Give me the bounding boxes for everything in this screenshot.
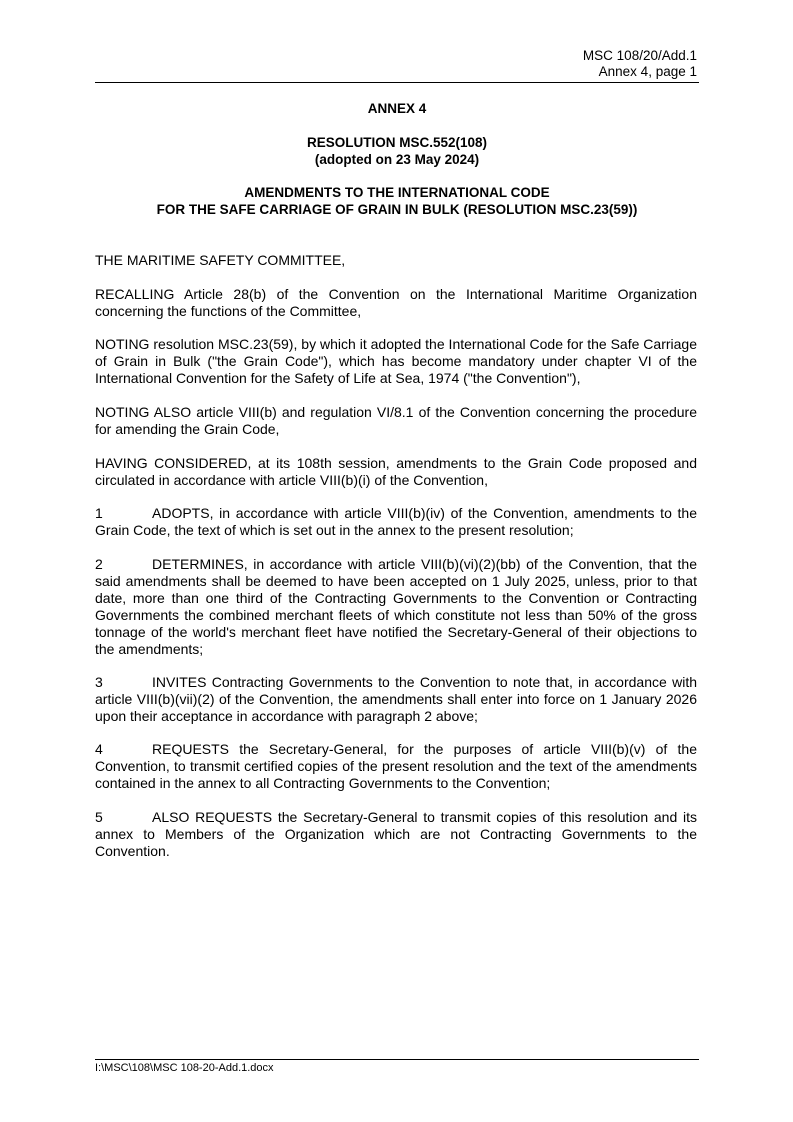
paragraph-text: DETERMINES, in accordance with article VIII(b)(vi)(2)(bb) of the Convention, that the said amendments shall be deemed to have been accepted on 1 July 2025, unless, prior to that date, more than one third of the Contracting Governments to the Convention or Contracting Governments the combined merchant fleets of which constitute not less than 50% of the gross tonnage of the world's merchant fleet have notified the Secretary-General of their objections to the amendments; [95, 556, 697, 657]
adoption-date: (adopted on 23 May 2024) [314, 152, 480, 167]
having-considered-paragraph: HAVING CONSIDERED, at its 108th session, amendments to the Grain Code proposed and circulated in accordance with article VIII(b)(i) of the Convention, [95, 455, 697, 488]
footer-divider [95, 1059, 699, 1060]
paragraph-text: INVITES Contracting Governments to the Convention to note that, in accordance with article VIII(b)(vii)(2) of the Convention, the amendments shall enter into force on 1 January 2026 upon their acceptance in accordance with paragraph 2 above; [95, 674, 697, 724]
noting-paragraph: NOTING resolution MSC.23(59), by which it adopted the International Code for the Safe Carriage of Grain in Bulk ("the Grain Code"), which has become mandatory under chapter VI of the International Convention for the Safety of Life at Sea, 1974 ("the Convention"), [95, 336, 697, 386]
page-header [583, 48, 697, 80]
operative-paragraph-1 [95, 505, 697, 539]
operative-paragraph-3 [95, 674, 697, 725]
paragraph-number: 5 [95, 809, 103, 825]
noting-also-paragraph: NOTING ALSO article VIII(b) and regulation VI/8.1 of the Convention concerning the procedure for amending the Grain Code, [95, 404, 697, 437]
document-reference: MSC 108/20/Add.1 [582, 48, 697, 63]
paragraph-text: REQUESTS the Secretary-General, for the purposes of article VIII(b)(v) of the Convention, to transmit certified copies of the present resolution and the text of the amendments contained in the annex to all Contracting Governments to the Convention; [95, 741, 697, 791]
title-line-2: FOR THE SAFE CARRIAGE OF GRAIN IN BULK (RESOLUTION MSC.23(59)) [156, 202, 638, 217]
recalling-paragraph: RECALLING Article 28(b) of the Convention on the International Maritime Organization concerning the functions of the Committee, [95, 286, 697, 319]
resolution-number: RESOLUTION MSC.552(108) [306, 135, 488, 150]
operative-paragraph-4 [95, 741, 697, 792]
paragraph-text: ADOPTS, in accordance with article VIII(b)(iv) of the Convention, amendments to the Grain Code, the text of which is set out in the annex to the present resolution; [95, 505, 697, 538]
document-title [95, 184, 699, 218]
operative-paragraph-5 [95, 809, 697, 860]
annex-title: ANNEX 4 [367, 101, 427, 116]
operative-paragraph-2 [95, 556, 697, 658]
paragraph-number: 4 [95, 741, 103, 757]
header-divider [95, 82, 699, 83]
footer-file-path: I:\MSC\108\MSC 108-20-Add.1.docx [95, 1062, 274, 1074]
title-line-1: AMENDMENTS TO THE INTERNATIONAL CODE [244, 185, 550, 200]
page-reference: Annex 4, page 1 [598, 64, 697, 79]
resolution-heading [95, 134, 699, 168]
paragraph-number: 1 [95, 505, 103, 521]
committee-line: THE MARITIME SAFETY COMMITTEE, [95, 252, 346, 268]
paragraph-text: ALSO REQUESTS the Secretary-General to transmit copies of this resolution and its annex to Members of the Organization which are not Contracting Governments to the Convention. [95, 809, 697, 859]
paragraph-number: 2 [95, 556, 103, 572]
paragraph-number: 3 [95, 674, 103, 690]
